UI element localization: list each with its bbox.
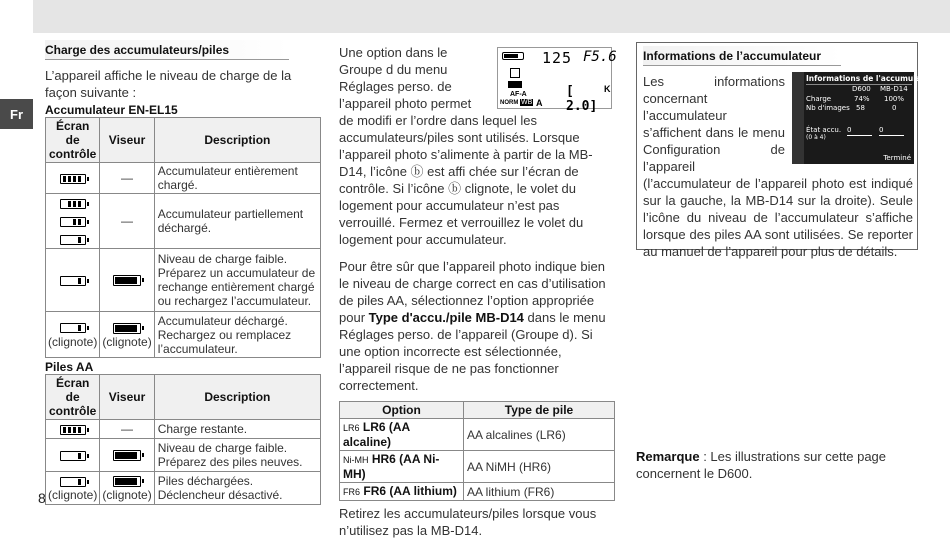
screen-row-shots: Nb d'images [806,104,850,112]
th-type: Type de pile [464,402,615,419]
aa-desc-low: Niveau de charge faible. Préparez des piles neuves. [154,439,320,472]
lcd-float-spacer [489,44,615,112]
screen-col2: MB-D14 [880,85,908,93]
lcd-aperture: F5.6 [583,49,617,65]
aa-desc-remaining: Charge restante. [154,420,320,439]
screen-v1b: 100% [884,95,905,103]
battery-low-icon [60,276,86,286]
lr6-icon: LR6 [343,423,360,433]
language-tab: Fr [0,99,33,129]
screen-scale: (0 à 4) [806,134,826,141]
lcd-shutter: 125 [542,49,573,67]
aa-desc-empty: Piles déchargées. Déclencheur désactivé. [154,472,320,505]
note-paragraph [636,448,918,482]
aa-battery-empty-icon [60,477,86,487]
th-description: Description [154,375,320,420]
opt-lr6: LR6 (AA alcaline) [343,420,410,449]
screen-title: Informations de l'accumulateur [806,74,939,83]
dash: — [100,163,154,194]
desc-full: Accumulateur entièrement chargé. [154,163,320,194]
aa-type-paragraph [339,258,615,394]
viewfinder-battery-empty-icon [113,323,141,334]
subheading-aa: Piles AA [45,360,94,374]
lcd-wb: WB [521,99,533,106]
battery-full-icon [60,174,86,184]
th-screen: Écran de contrôle [46,375,100,420]
lcd-afa: AF-A [510,91,527,98]
lcd-k: K [604,84,611,94]
blink-label: (clignote) [102,334,152,349]
para2-bold: Type d'accu./pile MB-D14 [368,310,524,325]
blink-label: (clignote) [48,334,98,349]
battery-table-aa [45,374,321,505]
info-text: Les informations concernant l’accumulateur s’affichent dans le menu Configuration de l’appareil (l’accumulateur de l’appareil photo est indiqué sur la gauche, la MB-D14 sur la droite). Seule l’icône du niveau de l’accumulateur s’affiche lorsque des piles AA sont utilisées. Se reporter au manuel de l’appareil pour plus de détails. [643,74,913,259]
section-heading-charge: Charge des accumulateurs/piles [45,40,289,60]
para2-b: dans le menu Réglages perso. de l’appareil (Groupe d). Si une option incorrecte est sélectionnée, l’appareil risque de ne pas fonctionner correctement. [339,310,606,393]
screen-row-state: État accu. [806,126,842,134]
battery-table-en-el15 [45,117,321,358]
desc-partial: Accumulateur partiellement déchargé. [154,194,320,249]
screen-row-charge: Charge [806,95,832,103]
th-option: Option [340,402,464,419]
intro-text: L’appareil affiche le niveau de charge de la façon suivante : [45,68,292,100]
subheading-en-el15: Accumulateur EN-EL15 [45,103,178,117]
top-bar [33,0,950,33]
blink-label: (clignote) [48,488,98,502]
opt-fr6: FR6 (AA lithium) [363,484,457,498]
screen-v3b: 0 [879,126,884,134]
aa-battery-low-icon [60,451,86,461]
nimh-icon: Ni-MH [343,455,369,465]
page-number: 8 [38,490,46,506]
fr6-icon: FR6 [343,487,361,497]
battery-3-bars-icon [60,199,86,209]
note-text: : Les illustrations sur cette page concernent le D600. [636,449,887,481]
left-column [45,40,325,505]
th-description: Description [154,118,320,163]
battery-1-bar-icon [60,235,86,245]
battery-type-table [339,401,615,501]
th-screen: Écran de contrôle [46,118,100,163]
menu-side-icons [792,72,804,164]
dash: — [100,194,154,249]
type-fr6: AA lithium (FR6) [464,483,615,501]
battery-empty-icon [60,323,86,333]
desc-empty: Accumulateur déchargé. Rechargez ou remplacez l’accumulateur. [154,312,320,358]
dash: — [100,420,154,439]
para2-a: Pour être sûr que l’appareil photo indique bien le niveau de charge correct en cas d’utilisation de piles AA, sélectionnez l’option appropriée pour [339,259,606,325]
blink-label: (clignote) [102,488,152,503]
opt-hr6: HR6 (AA Ni-MH) [343,452,440,481]
screen-v3a: 0 [847,126,852,134]
screen-done: Terminé [883,154,911,162]
aa-battery-full-icon [60,425,86,435]
type-lr6: AA alcalines (LR6) [464,419,615,451]
section-heading-info: Informations de l’accumulateur [643,46,841,66]
note-bold: Remarque [636,449,700,464]
lcd-count: [ 2.0] [566,84,598,114]
screen-col1: D600 [852,85,871,93]
battery-2-bars-icon [60,217,86,227]
screen-v2a: 58 [856,104,865,112]
th-viewfinder: Viseur [100,118,154,163]
type-hr6: AA NiMH (HR6) [464,451,615,483]
desc-low: Niveau de charge faible. Préparez un accumulateur de rechange entièrement chargé ou rechargez l’accumulateur. [154,249,320,312]
lcd-norm: NORM [500,100,519,106]
remove-batteries-text: Retirez les accumulateurs/piles lorsque vous n’utilisez pas la MB-D14. [339,506,597,538]
aa-viewfinder-low-icon [113,450,141,461]
viewfinder-battery-low-icon [113,275,141,286]
mb-d14-paragraph [339,44,615,248]
middle-column [339,44,615,539]
aa-viewfinder-empty-icon [113,476,141,487]
th-viewfinder: Viseur [100,375,154,420]
screen-v2b: 0 [892,104,897,112]
mb-d14-text: Une option dans le Groupe d du menu Réglages perso. de l’appareil photo permet de modifi er l’ordre dans lequel les accumulateurs/piles sont utilisés. Lorsque l’appareil photo s’alimente à partir de la MB-D14, l’icône ⓑ est affi chée sur l’écran de contrôle. Si l’icône ⓑ clignote, le volet du logement pour accumulateur n’est pas verrouillé. Fermez et verrouillez le volet du logement pour accumulateur. [339,45,593,247]
battery-info-screen [792,72,939,164]
lcd-a: A [536,98,543,108]
screen-v1a: 74% [854,95,870,103]
